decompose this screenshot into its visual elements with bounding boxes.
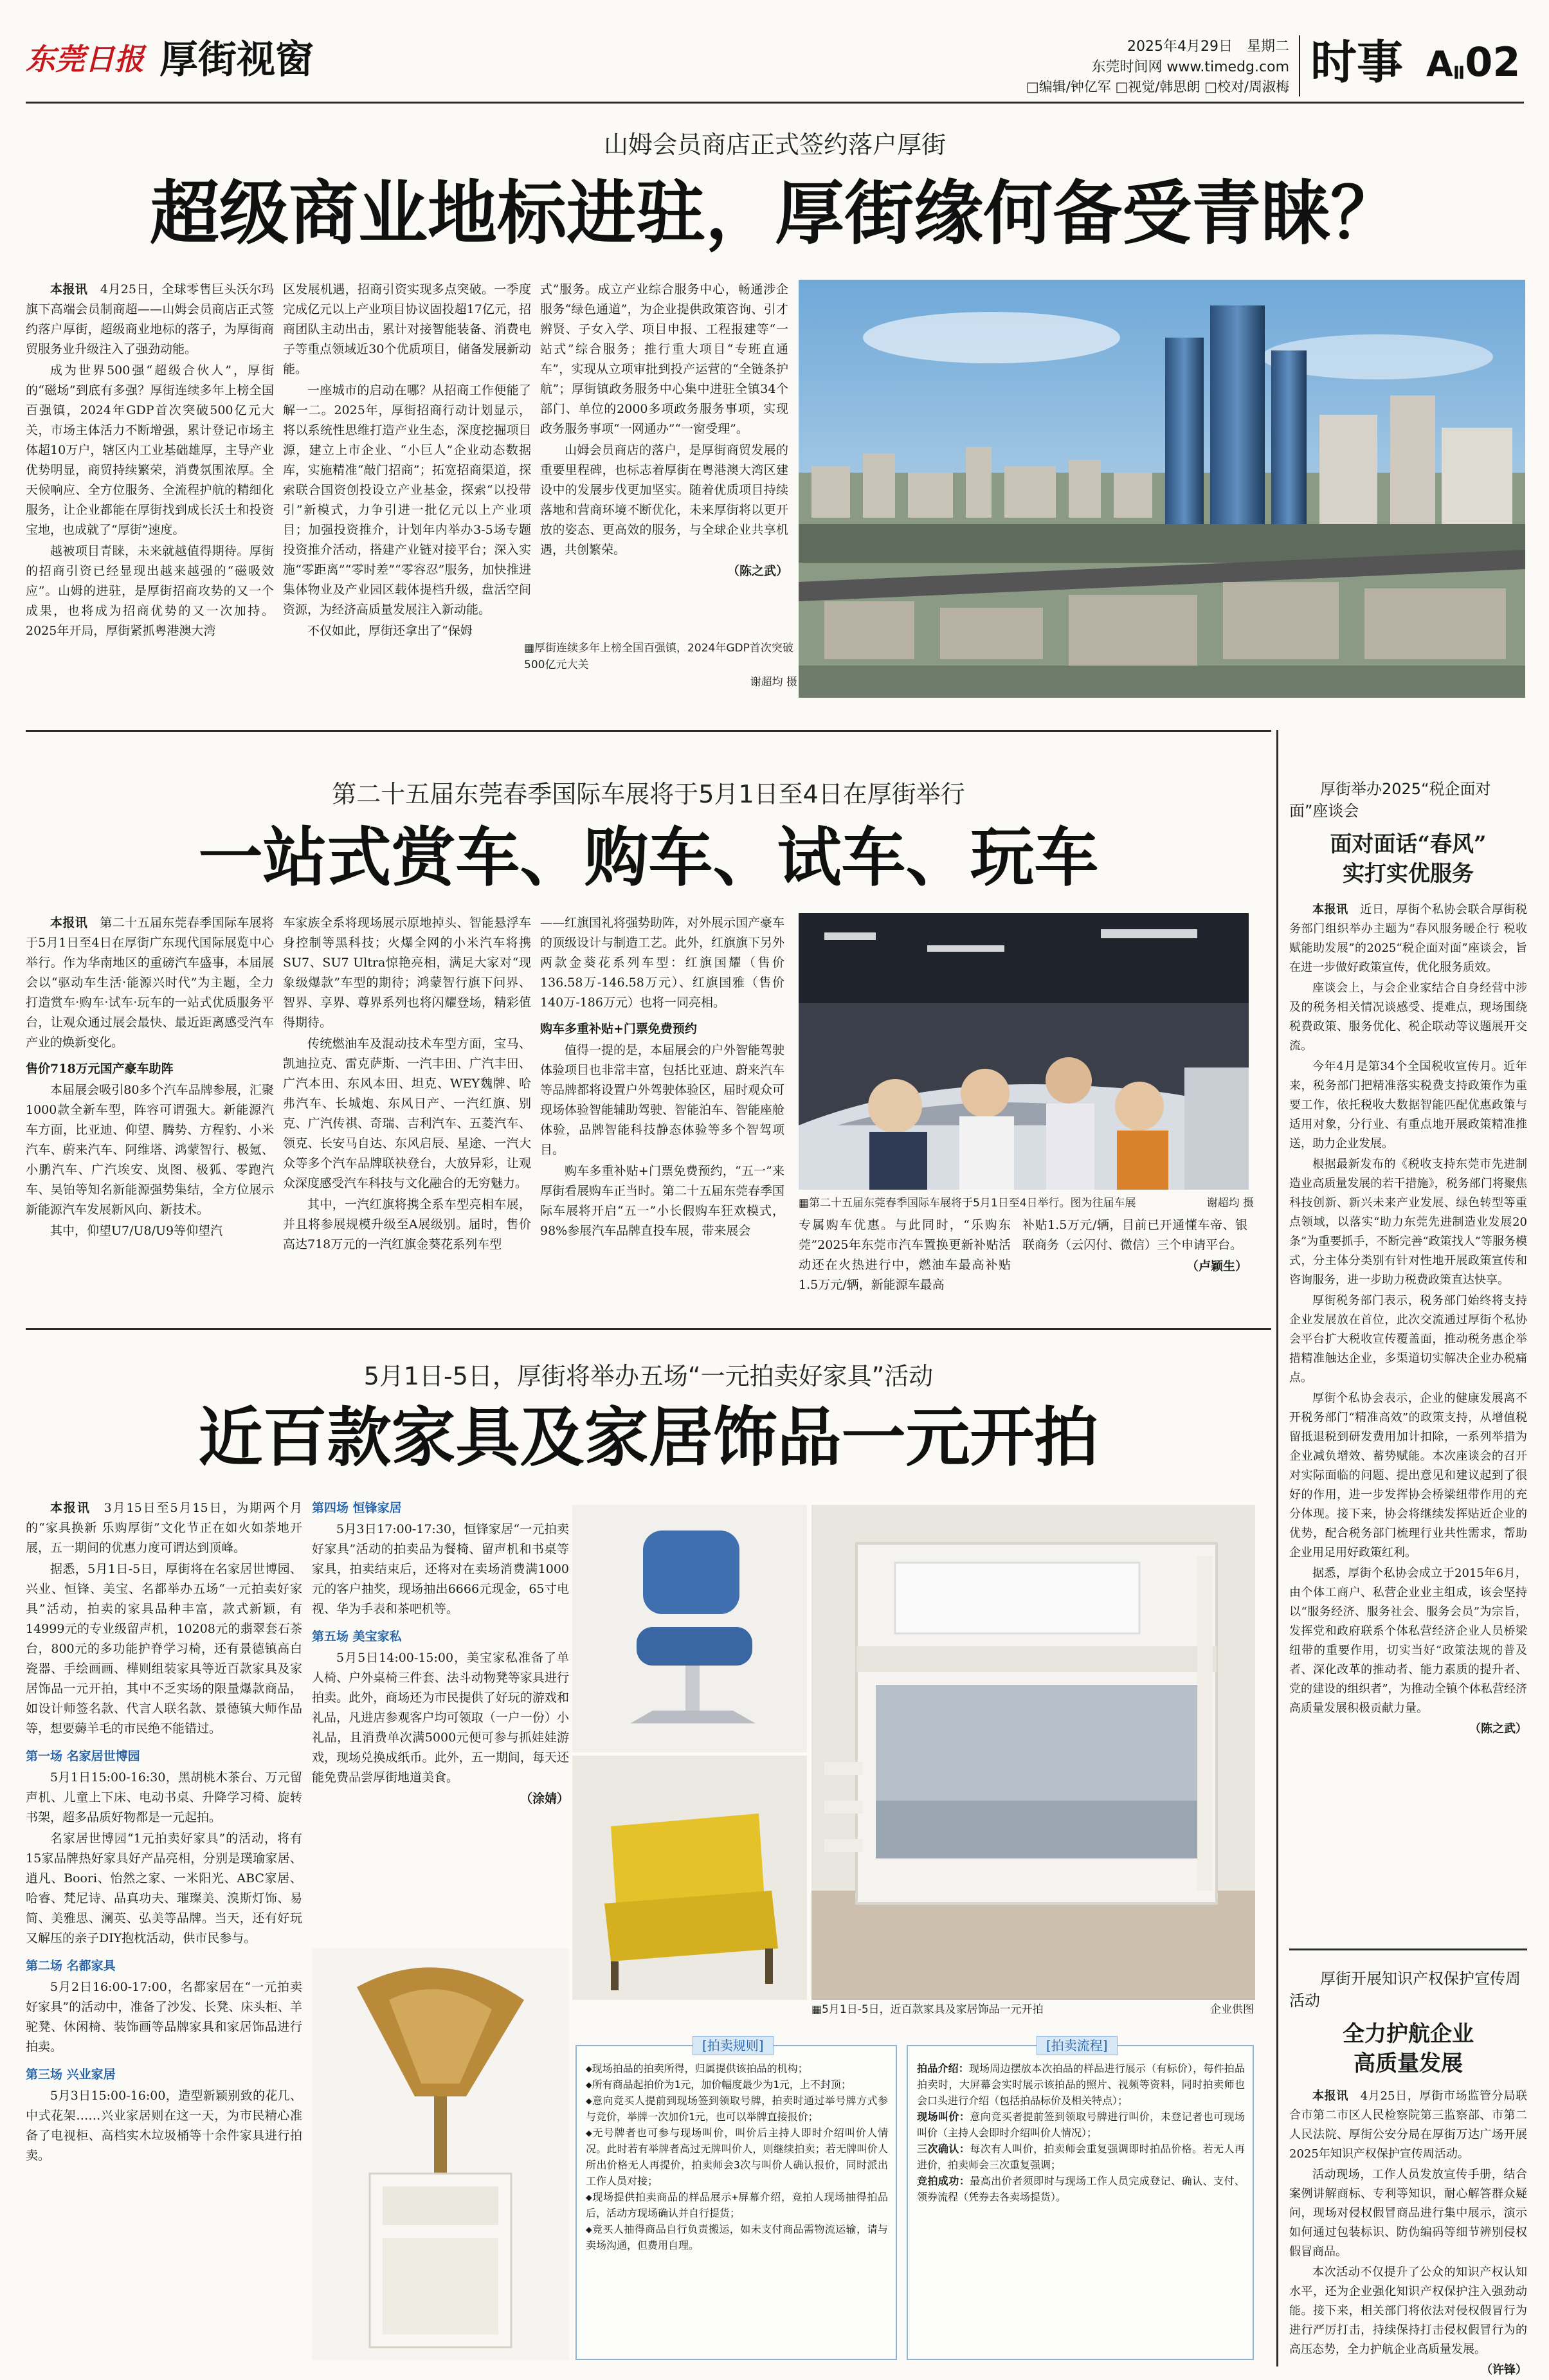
- byline: （卢颖生）: [1186, 1259, 1247, 1273]
- sidebar-divider: [1276, 730, 1278, 2366]
- study-chair-photo: [572, 1505, 807, 1752]
- masthead-rule: [26, 102, 1524, 104]
- flow-step-label: 三次确认：: [917, 2143, 970, 2155]
- flow-tag: [拍卖流程]: [1037, 2036, 1118, 2055]
- article2-headline: 一站式赏车、购车、试车、玩车: [198, 819, 1099, 895]
- section-divider-1: [26, 730, 1271, 732]
- site-url: 东莞时间网 www.timedg.com: [1091, 59, 1289, 75]
- section-divider-2: [26, 1328, 1271, 1330]
- article2-col1: 本报讯 第二十五届东莞春季国际车展将于5月1日至4日在厚街广东现代国际展览中心举行。作为华南地区的重磅汽车盛事，本届展会以“驱动车生活·能源兴时代”为主题，全力打造赏车·购车·试车·玩车的一站式优质服务平台，让观众通过展会最快、最近距离感受汽车产业的焕新变化。 售价718万元国产豪车助阵 本届展会吸引80多个汽车品牌参展，汇聚1000款全新车型，阵容可谓强大。新能源汽车方面，比亚迪、仰望、腾势、方程豹、小米汽车、蔚来汽车、阿维塔、鸿蒙智行、极氪、小鹏汽车、广汽埃安、岚图、极狐、零跑汽车、昊铂等知名新能源强势集结，全方位展示新能源汽车发展新风向、新技术。 其中，仰望U7/U8/U9等仰望汽: [26, 916, 274, 1238]
- flow-item: [917, 2060, 1245, 2109]
- newspaper-logo: 东莞日报: [26, 42, 144, 77]
- flow-step-text: 现场周边摆放本次拍品的样品进行展示（有标价），每件拍品拍卖时，大屏幕会实时展示该拍品的照片、视频等资料，同时拍卖师也会口头进行介绍（包括拍品标价及相关特点）；: [917, 2062, 1245, 2107]
- rules-list: [586, 2060, 888, 2253]
- masthead: [0, 0, 1549, 103]
- auction-flow-box: [907, 2038, 1254, 2360]
- photo3-credit: 企业供图: [1210, 2003, 1254, 2016]
- subhead: 售价718万元国产豪车助阵: [26, 1062, 174, 1076]
- page-digits: 02: [1465, 39, 1521, 86]
- flow-step-label: 拍品介绍：: [917, 2062, 969, 2075]
- yellow-armchair-photo: [572, 1756, 807, 2000]
- houjie-skyline-photo: [799, 280, 1525, 698]
- header-divider: [1299, 35, 1300, 96]
- gramophone-photo: [312, 1949, 569, 2360]
- session-5-heading: 第五场 美宝家私: [312, 1630, 402, 1644]
- sidebar1-kicker: 厚街举办2025“税企面对面”座谈会: [1289, 780, 1491, 820]
- rules-tag: [拍卖规则]: [693, 2036, 774, 2055]
- article1-col3: 式”服务。成立产业综合服务中心，畅通涉企服务“绿色通道”，为企业提供政策咨询、引才辨贤、子女入学、项目申报、工程报建等“一站式”综合服务；推行重大项目“专班直通车”，实现从立项审批到投产运营的“全链条护航”；厚街镇政务服务中心集中进驻全镇34个部门、单位的2000多项政务服务事项，实现政务服务事项“一网通办”“一窗受理”。 山姆会员商店的落户，是厚街商贸发展的重要里程碑，也标志着厚街在粤港澳大湾区建设中的发展步伐更加坚实。随着优质项目持续落地和营商环境不断优化，未来厚街将以更开放的姿态、更高效的服务，与全球企业共享机遇，共创繁荣。 （陈之武）: [540, 280, 788, 717]
- rule-item: ◆现场提供拍卖商品的样品展示+屏幕介绍，竞拍人现场抽得拍品后，活动方现场确认并自行提货；: [586, 2191, 888, 2219]
- sidebar-rule: [1289, 1949, 1527, 1950]
- auction-rules-box: [575, 2038, 897, 2360]
- byline: （许锋）: [1481, 2363, 1527, 2377]
- photo3-caption: ▦5月1日-5日，近百款家具及家居饰品一元开拍: [811, 2003, 1044, 2016]
- page-mark: Ⅱ: [1453, 62, 1465, 84]
- article1-col2: 区发展机遇，招商引资实现多点突破。一季度完成亿元以上产业项目协议固投超17亿元，招商团队主动出击，累计对接智能装备、消费电子等重点领域近30个优质项目，储备发展新动能。 一座城市的启动在哪？从招商工作便能了解一二。2025年，厚街招商行动计划显示，将以系统性思维打造产业生态，深度挖掘项目源，建立上市企业、“小巨人”企业动态数据库，实施精准“敲门招商”；拓宽招商渠道，探索联合国资创投设立产业基金，探索“以投带引”新模式，力争引进一批亿元以上产业项目；加强投资推介，计划年内举办3-5场专题投资推介活动，搭建产业链对接平台；深入实施“零距离”“零时差”“零容忍”服务，加快推进集体物业及产业园区载体提档升级，盘活空间资源，为经济高质量发展注入新动能。 不仅如此，厚街还拿出了“保姆: [283, 282, 531, 638]
- flow-item: [917, 2173, 1245, 2205]
- page-prefix: A: [1426, 44, 1453, 84]
- photo1-credit: 谢超均 摄: [750, 676, 797, 689]
- session-4-heading: 第四场 恒锋家居: [312, 1501, 402, 1515]
- sidebar2-kicker: 厚街开展知识产权保护宣传周活动: [1289, 1970, 1521, 2010]
- staff-credits: □编辑/钟亿军 □视觉/韩思朗 □校对/周淑梅: [1026, 79, 1289, 95]
- flow-step-label: 竞拍成功：: [917, 2175, 970, 2187]
- article1-col1: 本报讯 4月25日，全球零售巨头沃尔玛旗下高端会员制商超——山姆会员商店正式签约落户厚街，超级商业地标的落子，为厚街商贸服务业升级注入了强劲动能。 成为世界500强“超级合伙人”，厚街的“磁场”到底有多强？厚街连续多年上榜全国百强镇，2024年GDP首次突破500亿元大关，市场主体活力不断增强，累计登记市场主体超10万户，辖区内工业基础雄厚，主导产业优势明显，商贸持续繁荣，消费氛围浓厚。全天候响应、全方位服务、全流程护航的精细化服务，让企业都能在厚街找到成长沃土和投资宝地，也成就了“厚街”速度。 越被项目青睐，未来就越值得期待。厚街的招商引资已经显现出越来越强的“磁吸效应”。山姆的进驻，是厚街招商攻势的又一个成果，也将成为招商优势的又一次加持。2025年开局，厚街紧抓粤港澳大湾: [26, 282, 274, 638]
- session-1-heading: 第一场 名家居世博园: [26, 1749, 140, 1763]
- section-name: 厚街视窗: [159, 37, 314, 82]
- flow-item: [917, 2141, 1245, 2173]
- article1-headline: 超级商业地标进驻，厚街缘何备受青睐？: [149, 173, 1400, 254]
- article3-col1: 本报讯 3月15日至5月15日，为期两个月的“家具换新 乐购厚街”文化节正在如火如荼地开展，五一期间的优惠力度可谓达到顶峰。 据悉，5月1日-5日，厚街将在名家居世博园、兴业、恒锋、美宝、名都举办五场“一元拍卖好家具”活动，拍卖的家具品种丰富，款式新颖，有14999元的专业级留声机，10208元的翡翠套石茶台，800元的多功能护脊学习椅，还有景德镇高白瓷器、手绘画画、樺则组装家具等近百款家具及家居饰品一元开拍，其中不乏实场的限量爆款商品，如设计师签名款、代言人联名款、景德镇大师作品等，想要薅羊毛的市民绝不能错过。 第一场 名家居世博园 5月1日15:00-16:30，黑胡桃木茶台、万元留声机、儿童上下床、电动书桌、升降学习椅、旋转书架，超多品质好物都是一元起拍。 名家居世博园“1元拍卖好家具”的活动，将有15家品牌热好家具好产品亮相，分别是璞瑜家居、逍凡、Boori、怡然之家、一米阳光、ABC家居、哈睿、梵尼诗、品真功夫、璀璨美、溴斯灯饰、易简、美雅思、澜英、弘美等品牌。当天，还有好玩又解压的亲子DIY抱枕活动，供市民参与。 第二场 名都家具 5月2日16:00-17:00，名都家居在“一元拍卖好家具”的活动中，准备了沙发、长凳、床头柜、羊驼凳、休闲椅、装饰画等品牌家具和家居饰品进行拍卖。 第三场 兴业家居 5月3日15:00-16:00，造型新颖别致的花几、中式花架……兴业家居则在这一天，为市民精心准备了电视柜、高档实木垃圾桶等十余件家具进行拍卖。: [26, 1501, 302, 2163]
- rule-item: ◆无号牌者也可参与现场叫价，叫价后主持人即时介绍叫价人情况。此时若有举牌者高过无牌叫价人，则继续拍卖；若无牌叫价人所出价格无人再提价，拍卖师会3次与叫价人确认报价，同时派出工作人员对接；: [586, 2127, 888, 2187]
- byline: （陈之武）: [727, 564, 788, 578]
- photo2-caption: ▦第二十五届东莞春季国际车展将于5月1日至4日举行。图为往届车展: [799, 1197, 1136, 1210]
- lead-tag: 本报讯: [50, 282, 88, 296]
- photo2-credit: 谢超均 摄: [1206, 1197, 1254, 1210]
- article2-col2: 车家族全系将现场展示原地掉头、智能悬浮车身控制等黑科技；火爆全网的小米汽车将携SU7、SU7 Ultra惊艳亮相，满足大家对“现象级爆款”车型的期待；鸿蒙智行旗下问界、智界、享界、尊界系列也将闪耀登场，精彩值得期待。 传统燃油车及混动技术车型方面，宝马、凯迪拉克、雷克萨斯、一汽丰田、广汽丰田、广汽本田、东风本田、坦克、WEY魏牌、哈弗汽车、长城炮、东风日产、一汽红旗、别克、广汽传祺、奇瑞、吉利汽车、五菱汽车、领克、长安马自达、东风启辰、星途、一汽大众等多个汽车品牌联袂登台，大放异彩，让观众深度感受汽车科技与文化融合的无穷魅力。 其中，一汽红旗将携全系车型亮相车展，并且将参展规模升级至A展级别。届时，售价高达718万元的一汽红旗金葵花系列车型: [283, 916, 531, 1251]
- flow-step-text: 意向竞买者提前签到领取号牌进行叫价，未登记者也可现场叫价（主持人会即时介绍叫价人情况）；: [917, 2111, 1245, 2139]
- rule-item: ◆意向竞买人提前到现场签到领取号牌，拍卖时通过举号牌方式参与竞价，举牌一次加价1元，也可以举牌直接报价；: [586, 2094, 888, 2123]
- subhead: 购车多重补贴+门票免费预约: [540, 1022, 697, 1036]
- article2-col4: 专属购车优惠。与此同时，“乐购东莞”2025年东莞市汽车置换更新补贴活动还在火热进行中，燃油车最高补贴1.5万元/辆，新能源车最高: [799, 1218, 1011, 1292]
- article1-kicker: 山姆会员商店正式签约落户厚街: [603, 131, 946, 159]
- byline: （涂婧）: [520, 1792, 569, 1806]
- article2-col3: ——红旗国礼将强势助阵，对外展示国产豪车的顶级设计与制造工艺。此外，红旗旗下另外两款金葵花系列车型：红旗国耀（售价136.58万-146.58万元）、红旗国雅（售价140万-186万元）也将一同亮相。 购车多重补贴+门票免费预约 值得一提的是，本届展会的户外智能驾驶体验项目也非常丰富，包括比亚迪、蔚来汽车等品牌都将设置户外驾驶体验区，届时观众可现场体验智能辅助驾驶、智能泊车、智能座舱体验，品牌智能科技静态体验等多个智驾项目。 购车多重补贴+门票免费预约，“五一”来厚街看展购车正当时。第二十五届东莞春季国际车展将开启“五一”小长假购车狂欢模式，98%参展汽车品牌直投车展，带来展会: [540, 916, 785, 1238]
- sidebar1-body: 本报讯 近日，厚街个私协会联合厚街税务部门组织举办主题为“春风服务暖企行 税收赋能助发展”的2025“税企面对面”座谈会，旨在进一步做好政策宣传，优化服务质效。 座谈会上，与会企业家结合自身经营中涉及的税务相关情况谈感受、提难点，现场围绕税费政策、服务优化、税企联动等议题展开交流。 今年4月是第34个全国税收宣传月。近年来，税务部门把精准落实税费支持政策作为重要工作，依托税收大数据智能匹配优惠政策与适用对象，分行业、有重点地开展政策精准推送，助力企业发展。 根据最新发布的《税收支持东莞市先进制造业高质量发展的若干措施》，税务部门将聚焦科技创新、新兴未来产业发展、绿色转型等重点领域，以落实“助力东莞先进制造业发展20条”为重要抓手，不断完善“政策找人”等服务模式，分主体分类别有针对性地开展政策宣传和咨询服务，进一步助力税费政策直达快享。 厚街税务部门表示，税务部门始终将支持企业发展放在首位，此次交流通过厚街个私协会平台扩大税收宣传覆盖面，推动税务惠企举措精准触达企业，多渠道切实解决企业办税痛点。 厚街个私协会表示，企业的健康发展离不开税务部门“精准高效”的政策支持，从增值税留抵退税到研发费用加计扣除，一系列举措为企业减负增效、蓄势赋能。本次座谈会的召开对实际面临的问题、提出意见和建议起到了很好的作用，进一步发挥协会桥梁纽带作用的充分体现。接下来，协会将继续发挥贴近企业的优势，配合税务部门梳理行业共性需求，帮助企业用足用好政策红利。 据悉，厚街个私协会成立于2015年6月，由个体工商户、私营企业业主组成，该会坚持以“服务经济、服务社会、服务会员”为宗旨，发挥党和政府联系个体私营经济企业人员桥梁纽带的重要作用，切实当好“政策法规的普及者、深化改革的推动者、能力素质的提升者、党的建设的组织者”，为推动全镇个体私营经济高质量发展积极贡献力量。 （陈之武）: [1289, 900, 1527, 1939]
- flow-list: [917, 2060, 1245, 2205]
- flow-step-text: 最高出价者须即时与现场工作人员完成登记、确认、支付、领券流程（凭券去各卖场提货）。: [917, 2175, 1245, 2203]
- photo1-caption: ▦厚街连续多年上榜全国百强镇，2024年GDP首次突破500亿元大关: [524, 640, 794, 673]
- article3-headline: 近百款家具及家居饰品一元开拍: [198, 1399, 1099, 1475]
- article2-col5: 补贴1.5万元/辆，目前已开通懂车帝、银联商务（云闪付、微信）三个申请平台。 （卢颖生）: [1022, 1215, 1247, 1299]
- rule-item: ◆所有商品起拍价为1元，加价幅度最少为1元，上不封顶；: [586, 2078, 851, 2091]
- session-3-heading: 第三场 兴业家居: [26, 2067, 116, 2082]
- bunk-bed-photo: [811, 1505, 1255, 2000]
- flow-item: [917, 2109, 1245, 2141]
- article3-col2: 第四场 恒锋家居 5月3日17:00-17:30，恒锋家居“一元拍卖好家具”活动的拍卖品为餐椅、留声机和书桌等家具，拍卖结束后，还将对在卖场消费满1000元的客户抽奖，现场抽出6666元现金，65寸电视、华为手表和茶吧机等。 第五场 美宝家私 5月5日14:00-15:00，美宝家私准备了单人椅、户外桌椅三件套、法斗动物凳等家具进行拍卖。此外，商场还为市民提供了好玩的游戏和礼品，凡进店参观客户均可领取（一户一份）小礼品，且消费单次满5000元便可参与抓娃娃游戏，现场兑换成纸币。此外，五一期间，每天还能免费品尝厚街地道美食。 （涂婧）: [312, 1498, 569, 1949]
- page-number: [1426, 40, 1521, 96]
- rule-item: ◆现场拍品的拍卖所得，归属提供该拍品的机构；: [586, 2062, 808, 2075]
- sidebar2-body: 本报讯 4月25日，厚街市场监管分局联合市第二市区人民检察院第三监察部、市第二人民法院、厚街公安分局在厚街万达广场开展2025年知识产权保护宣传周活动。 活动现场，工作人员发放宣传手册，结合案例讲解商标、专利等知识，耐心解答群众疑问，现场对侵权假冒商品进行集中展示，演示如何通过包装标识、防伪编码等细节辨别侵权假冒商品。 本次活动不仅提升了公众的知识产权认知水平，还为企业强化知识产权保护注入强劲动能。接下来，相关部门将依法对侵权假冒行为进行严厉打击，持续保持打击侵权假冒行为的高压态势，全力护航企业高质量发展。 （许锋）: [1289, 2087, 1527, 2363]
- sidebar2-title: 全力护航企业 高质量发展: [1343, 2021, 1474, 2076]
- rule-item: ◆竞买人抽得商品自行负责搬运，如未支付商品需物流运输，请与卖场沟通，但费用自理。: [586, 2223, 888, 2251]
- session-2-heading: 第二场 名都家具: [26, 1959, 116, 1973]
- article3-kicker: 5月1日-5日，厚街将举办五场“一元拍卖好家具”活动: [363, 1362, 934, 1390]
- issue-date: 2025年4月29日 星期二: [1127, 39, 1289, 55]
- byline: （陈之武）: [1469, 1722, 1527, 1736]
- auto-show-photo: [799, 913, 1249, 1190]
- article2-kicker: 第二十五届东莞春季国际车展将于5月1日至4日在厚街举行: [332, 780, 965, 808]
- flow-step-label: 现场叫价：: [917, 2111, 970, 2123]
- page-category: 时事: [1310, 35, 1404, 89]
- flow-step-text: 每次有人叫价，拍卖师会重复强调即时拍品价格。若无人再进价，拍卖师会三次重复强调；: [917, 2143, 1245, 2171]
- sidebar1-title: 面对面话“春风” 实打实优服务: [1330, 831, 1487, 887]
